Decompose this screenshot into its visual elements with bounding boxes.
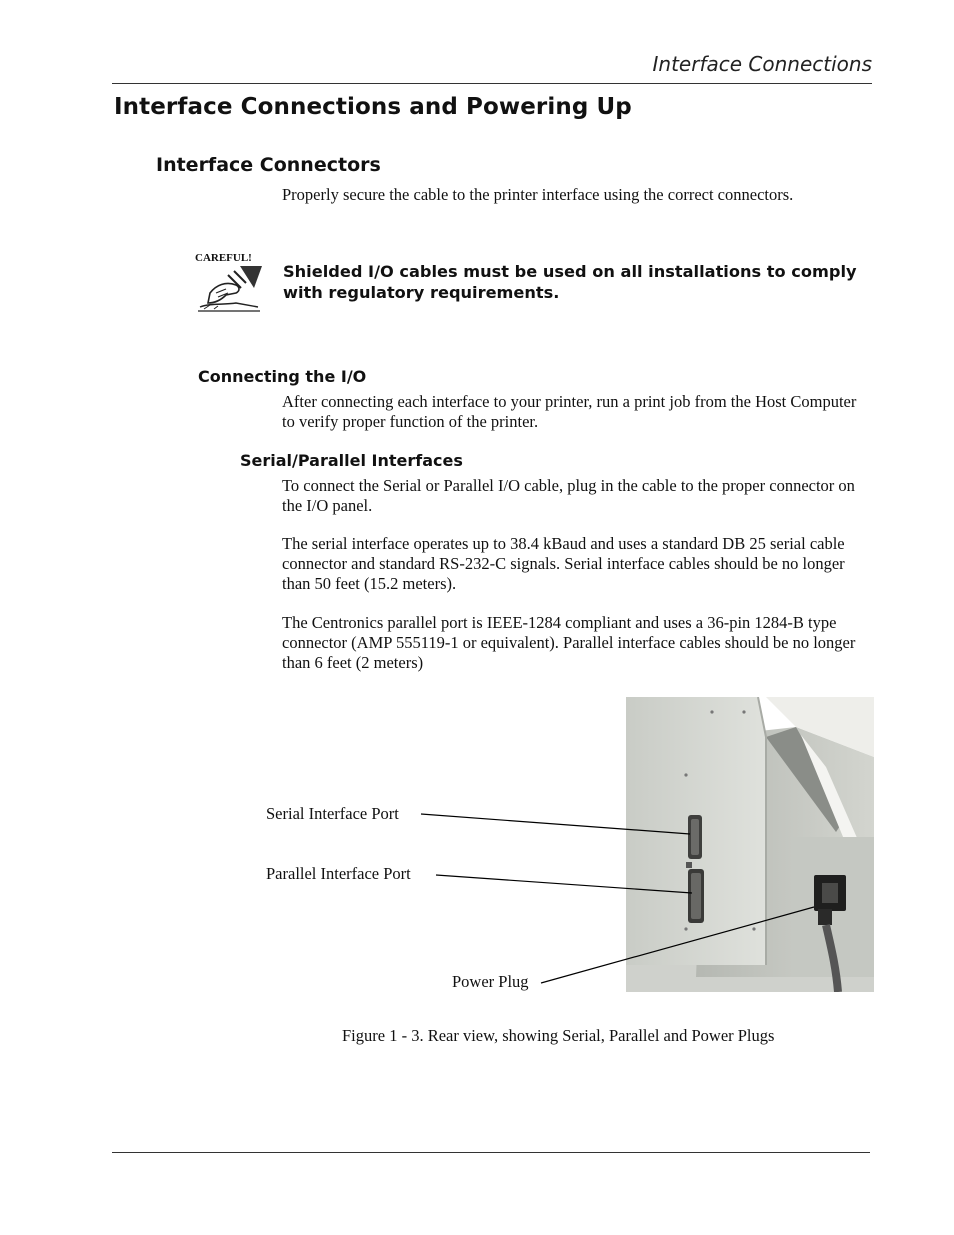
figure-caption: Figure 1 - 3. Rear view, showing Serial, Parallel and Power Plugs	[342, 1026, 775, 1045]
callout-power-plug: Power Plug	[452, 972, 529, 991]
subsection-title-interface-connectors: Interface Connectors	[156, 154, 381, 176]
callout-parallel-port: Parallel Interface Port	[266, 864, 411, 883]
warning-text: Shielded I/O cables must be used on all installations to comply with regulatory requirements.	[283, 262, 857, 302]
serial-parallel-paragraph-2: The serial interface operates up to 38.4 kBaud and uses a standard DB 25 serial cable connector and standard RS-232-C signals. Serial interface cables should be no longer than 50 feet (15.2 meters).	[282, 534, 845, 593]
subsection-title-connecting-io: Connecting the I/O	[198, 367, 367, 386]
running-header-title: Interface Connections	[652, 52, 872, 76]
connectors-intro: Properly secure the cable to the printer interface using the correct connectors.	[282, 185, 794, 204]
callout-serial-port: Serial Interface Port	[266, 804, 399, 823]
section-title: Interface Connections and Powering Up	[114, 94, 632, 120]
serial-parallel-paragraph-3: The Centronics parallel port is IEEE-1284 compliant and uses a 36-pin 1284-B type connector (AMP 555119-1 or equivalent). Parallel interface cables should be no longer than 6 feet (2 meters)	[282, 613, 856, 672]
footer-rule	[112, 1152, 870, 1153]
serial-parallel-paragraph-1: To connect the Serial or Parallel I/O cable, plug in the cable to the proper connector on the I/O panel.	[282, 476, 855, 515]
subsection-title-serial-parallel: Serial/Parallel Interfaces	[240, 451, 463, 470]
connecting-text: After connecting each interface to your printer, run a print job from the Host Computer to verify proper function of the printer.	[282, 392, 857, 431]
careful-label: CAREFUL!	[195, 252, 252, 264]
